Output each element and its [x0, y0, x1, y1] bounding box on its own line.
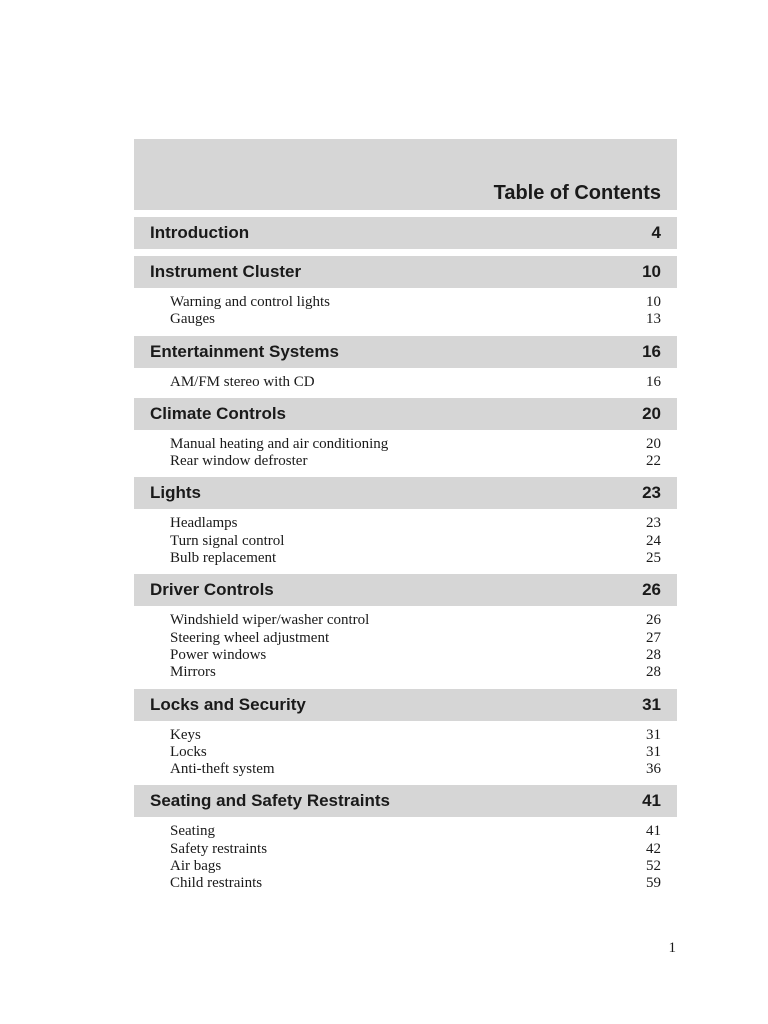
page-number: 1	[668, 940, 676, 956]
toc-entry-warning-and-control-lights[interactable]	[170, 294, 661, 311]
toc-entry-page: 28	[646, 646, 661, 663]
toc-entry-label: Power windows	[170, 646, 267, 663]
toc-entry-power-windows[interactable]	[170, 647, 661, 664]
toc-entry-page: 26	[646, 612, 661, 629]
section-driver-controls[interactable]	[134, 574, 677, 606]
toc-entry-steering-wheel-adjustment[interactable]	[170, 630, 661, 647]
toc-entry-page: 36	[646, 761, 661, 778]
toc-entry-label: Gauges	[170, 311, 215, 328]
toc-entry-mirrors[interactable]	[170, 664, 661, 681]
toc-entry-label: Mirrors	[170, 664, 216, 681]
toc-entry-page: 22	[646, 453, 661, 470]
toc-entry-seating[interactable]	[170, 823, 661, 840]
toc-entry-label: Child restraints	[170, 875, 263, 892]
section-gap	[134, 391, 677, 398]
section-seating-and-safety-restraints[interactable]	[134, 785, 677, 817]
section-gap	[134, 682, 677, 689]
toc-entry-manual-heating-and-air-conditioning[interactable]	[170, 436, 661, 453]
toc-entry-page: 24	[646, 532, 661, 549]
section-title: Entertainment Systems	[150, 341, 339, 361]
toc-entry-am-fm-stereo-with-cd[interactable]	[170, 374, 661, 391]
section-title: Climate Controls	[150, 403, 287, 423]
toc-entry-headlamps[interactable]	[170, 515, 661, 532]
toc-entry-page: 31	[646, 726, 661, 743]
toc-entry-label: Safety restraints	[170, 840, 268, 857]
section-entertainment-systems[interactable]	[134, 336, 677, 368]
section-page: 10	[642, 262, 661, 281]
toc-entry-locks[interactable]	[170, 744, 661, 761]
toc-entry-page: 10	[646, 294, 661, 310]
subsection-list	[134, 817, 677, 892]
toc-entry-page: 59	[646, 875, 661, 892]
subsection-list	[134, 509, 677, 567]
section-title: Seating and Safety Restraints	[150, 791, 390, 811]
toc-entry-page: 16	[646, 373, 661, 390]
toc-entry-windshield-wiper-washer-control[interactable]	[170, 612, 661, 629]
section-gap	[134, 329, 677, 336]
section-gap	[134, 470, 677, 477]
section-lights[interactable]	[134, 477, 677, 509]
toc-entry-air-bags[interactable]	[170, 858, 661, 875]
toc-entry-label: Air bags	[170, 858, 222, 875]
section-title: Driver Controls	[150, 580, 274, 600]
toc-entry-page: 27	[646, 629, 661, 646]
toc-entry-label: Anti-theft system	[170, 761, 275, 778]
section-climate-controls[interactable]	[134, 398, 677, 430]
toc-entry-page: 31	[646, 743, 661, 760]
section-title: Lights	[150, 483, 201, 503]
section-page: 23	[642, 483, 661, 503]
toc-entry-page: 42	[646, 840, 661, 857]
section-introduction[interactable]	[134, 217, 677, 249]
toc-entry-label: Seating	[170, 823, 215, 840]
table-of-contents	[134, 139, 677, 893]
toc-entry-label: Locks	[170, 743, 207, 760]
toc-entry-label: Warning and control lights	[170, 294, 331, 310]
section-gap	[134, 567, 677, 574]
section-gap	[134, 249, 677, 256]
toc-entry-page: 23	[646, 515, 661, 532]
toc-entry-label: Rear window defroster	[170, 453, 308, 470]
toc-entry-anti-theft-system[interactable]	[170, 761, 661, 778]
section-page: 4	[651, 223, 661, 242]
toc-entry-page: 41	[646, 823, 661, 840]
toc-entry-gauges[interactable]	[170, 311, 661, 328]
section-page: 20	[642, 403, 661, 423]
subsection-list	[134, 606, 677, 681]
section-page: 31	[642, 694, 661, 714]
toc-entry-page: 13	[646, 311, 661, 328]
toc-entry-label: Windshield wiper/washer control	[170, 612, 370, 629]
subsection-list	[134, 430, 677, 471]
page-title: Table of Contents	[493, 182, 661, 204]
toc-entry-keys[interactable]	[170, 727, 661, 744]
toc-body	[134, 210, 677, 893]
section-locks-and-security[interactable]	[134, 689, 677, 721]
toc-entry-label: Headlamps	[170, 515, 238, 532]
toc-entry-label: AM/FM stereo with CD	[170, 373, 315, 390]
title-bar	[134, 139, 677, 210]
section-page: 16	[642, 341, 661, 361]
toc-entry-page: 28	[646, 664, 661, 681]
toc-entry-page: 25	[646, 550, 661, 567]
section-title: Introduction	[150, 223, 250, 242]
toc-entry-label: Steering wheel adjustment	[170, 629, 330, 646]
toc-entry-rear-window-defroster[interactable]	[170, 453, 661, 470]
section-page: 41	[642, 791, 661, 811]
subsection-list	[134, 721, 677, 779]
toc-entry-page: 52	[646, 858, 661, 875]
toc-entry-page: 20	[646, 435, 661, 452]
toc-entry-turn-signal-control[interactable]	[170, 533, 661, 550]
toc-entry-label: Bulb replacement	[170, 550, 277, 567]
subsection-list	[134, 368, 677, 391]
toc-entry-label: Turn signal control	[170, 532, 285, 549]
section-title: Locks and Security	[150, 694, 306, 714]
toc-entry-safety-restraints[interactable]	[170, 841, 661, 858]
subsection-list	[134, 288, 677, 329]
toc-entry-label: Manual heating and air conditioning	[170, 435, 389, 452]
section-instrument-cluster[interactable]	[134, 256, 677, 288]
section-page: 26	[642, 580, 661, 600]
toc-entry-label: Keys	[170, 726, 201, 743]
toc-entry-bulb-replacement[interactable]	[170, 550, 661, 567]
section-gap	[134, 210, 677, 217]
section-gap	[134, 778, 677, 785]
section-title: Instrument Cluster	[150, 262, 302, 281]
toc-entry-child-restraints[interactable]	[170, 875, 661, 892]
